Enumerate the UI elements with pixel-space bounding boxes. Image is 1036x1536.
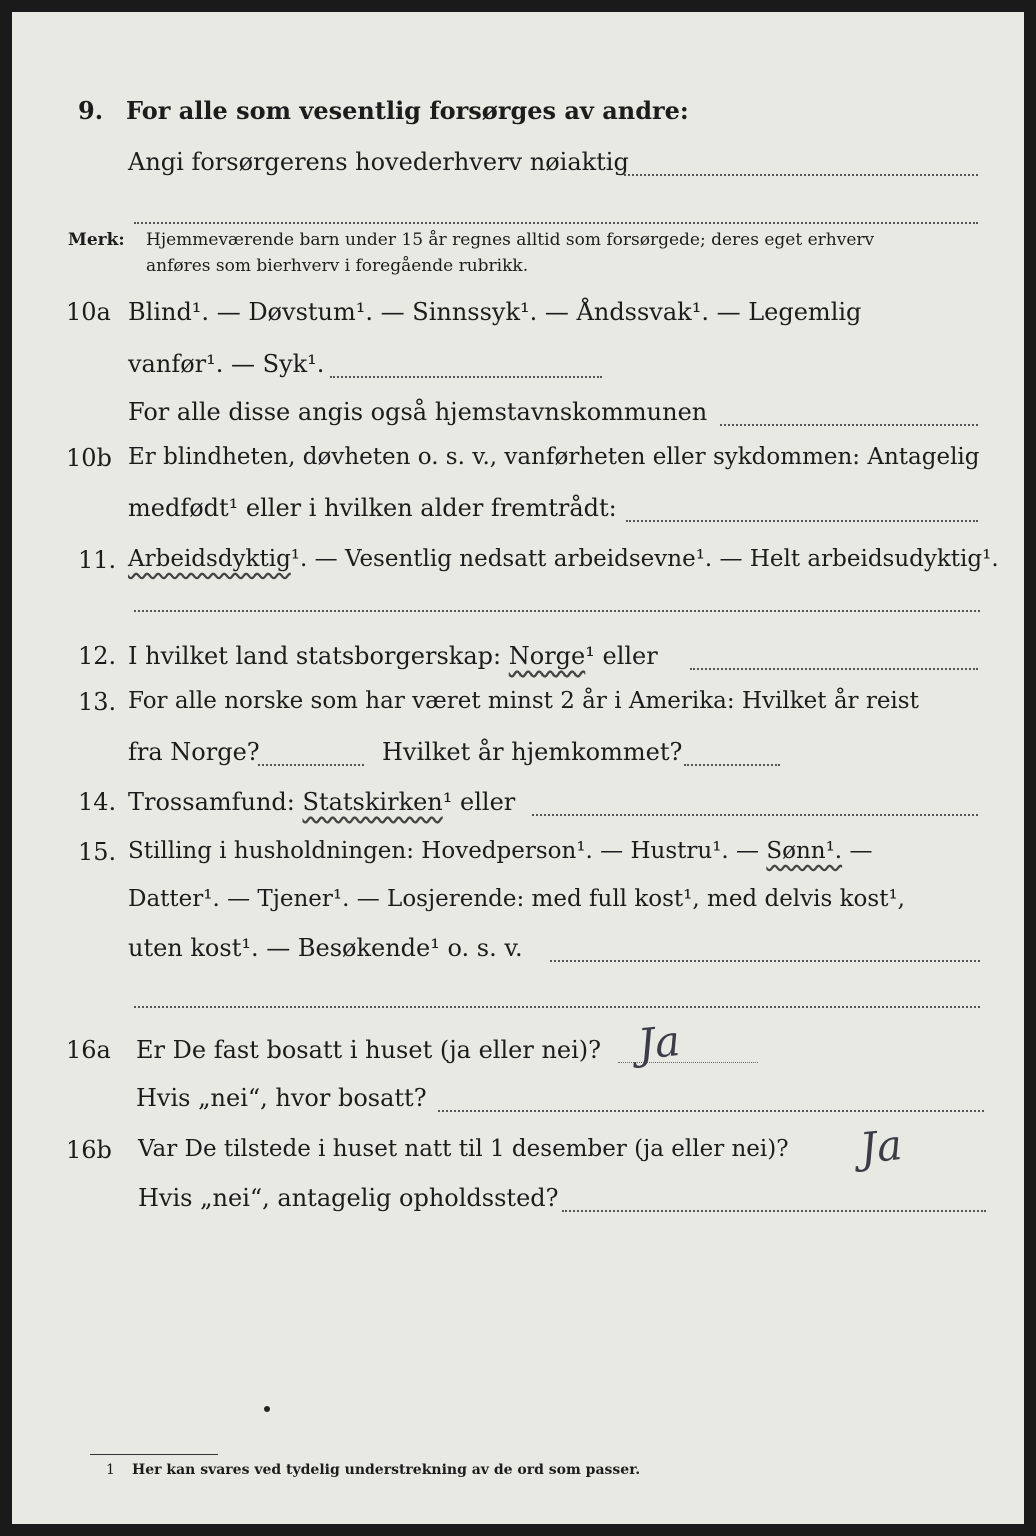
q12-post: ¹ eller (585, 642, 658, 670)
q9-prompt: Angi forsørgerens hovederhverv nøiaktig (128, 148, 629, 176)
q10a-text-3: For alle disse angis også hjemstavnskommunen (128, 398, 708, 426)
q10a-text-2: vanfør¹. — Syk¹. (128, 350, 325, 378)
q11-selected-option[interactable]: Arbeidsdyktig (128, 546, 291, 572)
q16b-text-1: Var De tilstede i huset natt til 1 desember (ja eller nei)? (138, 1136, 789, 1162)
merk-text-2: anføres som bierhverv i foregående rubrikk. (146, 256, 529, 276)
q13-hjem-prompt: Hvilket år hjemkommet? (382, 738, 683, 766)
q12-text (128, 642, 658, 670)
q10a-syk-line[interactable] (330, 376, 602, 378)
footnote-text: Her kan svares ved tydelig understrekning av de ord som passer. (132, 1462, 641, 1478)
q13-text-1: For alle norske som har været minst 2 år i Amerika: Hvilket år reist (128, 688, 919, 714)
q14-number: 14. (78, 788, 117, 816)
q9-answer-line-2[interactable] (134, 222, 978, 224)
merk-label: Merk: (68, 230, 125, 250)
q14-prompt: Trossamfund: (128, 788, 295, 816)
q15-text-1 (128, 838, 872, 864)
q10a-text-1: Blind¹. — Døvstum¹. — Sinnssyk¹. — Åndssvak¹. — Legemlig (128, 298, 862, 326)
q10b-answer-line[interactable] (626, 520, 978, 522)
q15-number: 15. (78, 838, 117, 866)
q16b-text-2: Hvis „nei“, antagelig opholdssted? (138, 1184, 559, 1212)
q10b-text-2: medfødt¹ eller i hvilken alder fremtrådt: (128, 494, 617, 522)
q15-text-3: uten kost¹. — Besøkende¹ o. s. v. (128, 934, 523, 962)
q11-rest: ¹. — Vesentlig nedsatt arbeidsevne¹. — Helt arbeidsudyktig¹. (290, 546, 999, 572)
q15-selected-option[interactable]: Sønn¹. (766, 838, 843, 864)
q15-text-2: Datter¹. — Tjener¹. — Losjerende: med full kost¹, med delvis kost¹, (128, 886, 905, 912)
q16a-text-2: Hvis „nei“, hvor bosatt? (136, 1084, 427, 1112)
q16a-handwritten-answer: Ja (635, 1015, 683, 1070)
q14-answer-line[interactable] (532, 814, 978, 816)
q9-answer-line[interactable] (624, 174, 978, 176)
footnote-mark: 1 (106, 1462, 115, 1478)
q16a-number: 16a (66, 1036, 111, 1064)
census-form-page (12, 12, 1024, 1524)
q11-number: 11. (78, 546, 117, 574)
q10b-text-1: Er blindheten, døvheten o. s. v., vanførheten eller sykdommen: Antagelig (128, 444, 980, 470)
q15-answer-line-2[interactable] (134, 1006, 980, 1008)
q15-options: Stilling i husholdningen: Hovedperson¹. — Hustru¹. — (128, 838, 760, 864)
q16a-bosatt-line[interactable] (438, 1110, 984, 1112)
q13-reist-line[interactable] (258, 764, 364, 766)
q16b-opholdssted-line[interactable] (562, 1210, 986, 1212)
merk-text-1: Hjemmeværende barn under 15 år regnes alltid som forsørgede; deres eget erhverv (146, 230, 875, 250)
q16b-handwritten-answer: Ja (857, 1119, 905, 1174)
q14-post: ¹ eller (442, 788, 516, 816)
q10b-number: 10b (66, 444, 112, 472)
q14-selected-option[interactable]: Statskirken (302, 788, 443, 816)
q10a-kommune-line[interactable] (720, 424, 978, 426)
q12-prompt: I hvilket land statsborgerskap: (128, 642, 502, 670)
q16a-text-1: Er De fast bosatt i huset (ja eller nei)? (136, 1036, 602, 1064)
q16b-number: 16b (66, 1136, 112, 1164)
q15-answer-line[interactable] (550, 960, 980, 962)
q11-text (128, 546, 999, 572)
q13-hjem-line[interactable] (684, 764, 780, 766)
footnote-rule (90, 1454, 218, 1455)
q12-selected-option[interactable]: Norge (508, 642, 586, 670)
q14-text (128, 788, 515, 816)
q12-answer-line[interactable] (690, 668, 978, 670)
q13-reist-prompt: fra Norge? (128, 738, 260, 766)
q11-answer-line[interactable] (134, 610, 980, 612)
q13-number: 13. (78, 688, 117, 716)
q9-text: For alle som vesentlig forsørges av andre: (126, 96, 689, 125)
stray-ink-dot (264, 1406, 270, 1412)
q10a-number: 10a (66, 298, 111, 326)
q9-number: 9. (78, 96, 104, 125)
q15-dash: — (849, 838, 873, 864)
q12-number: 12. (78, 642, 117, 670)
